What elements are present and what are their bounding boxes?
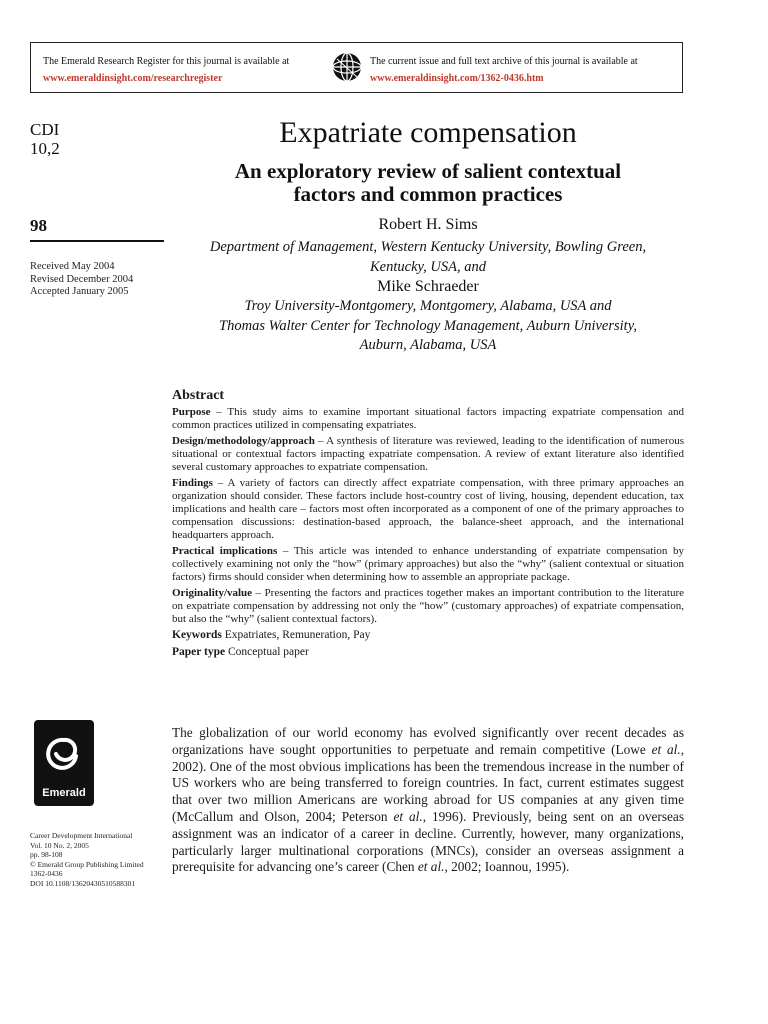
- author-affiliation: [172, 297, 684, 356]
- article-dates: [30, 261, 133, 299]
- logo-text: Emerald: [42, 787, 86, 799]
- abstract-paper-type: [172, 646, 684, 659]
- page-number-rule: [30, 240, 164, 242]
- page-number: 98: [30, 216, 47, 235]
- affiliation-line: Auburn, Alabama, USA: [359, 337, 497, 353]
- et-al-citation: et al.: [651, 741, 681, 757]
- abstract-findings: [172, 477, 684, 542]
- globe-icon: [331, 51, 363, 83]
- body-text-run: The globalization of our world economy has evolved significantly over recent decades as organizations have sought opportunities to perpetuate and remain competitive (Lowe: [172, 725, 684, 757]
- author-name: Mike Schraeder: [377, 278, 479, 295]
- purpose-label: Purpose: [172, 406, 211, 418]
- banner-left-text: The Emerald Research Register for this journal is available at: [43, 56, 290, 67]
- journal-code-block: [30, 120, 60, 158]
- findings-label: Findings: [172, 477, 213, 489]
- accepted-date: Accepted January 2005: [30, 286, 129, 297]
- author-name: Robert H. Sims: [378, 216, 478, 233]
- journal-info: [30, 831, 144, 888]
- author-affiliation: [172, 238, 684, 277]
- affiliation-line: Kentucky, USA, and: [370, 258, 486, 275]
- abstract-purpose: [172, 406, 684, 432]
- design-text: – A synthesis of literature was reviewed, leading to the identification of numerous situational or contextual factors impacting expatriate compensation. A review of extant literature also identified several customary approaches to expatriate compensation.: [172, 435, 684, 473]
- body-text-run: , 2002). One of the most obvious implications has been the tremendous increase in the number of US workers who are being transferred to foreign countries. In fact, current estimates suggest that over two million Americans are working abroad for US companies at any given time (McCallum and Olson, 2004; Peterson: [172, 741, 685, 824]
- findings-text: – A variety of factors can directly affect expatriate compensation, with three primary approaches an organization should consider. These factors include host-country cost of living, housing, dependent education, tax implications and health care – factors most often incorporated as a component of one of the primary approaches to compensation discussions: destination-based approach, the balance-sheet approach, and the international headquarters approach.: [172, 477, 684, 541]
- paper-type-label: Paper type: [172, 646, 226, 658]
- keywords-label: Keywords: [172, 629, 222, 641]
- article-subtitle: [172, 160, 684, 206]
- purpose-text: – This study aims to examine important situational factors impacting expatriate compensation and common practices utilized in compensating expatriates.: [172, 406, 684, 431]
- volume-issue: 10,2: [30, 139, 60, 158]
- originality-text: – Presenting the factors and practices together makes an important contribution to the literature on expatriate compensation by addressing not only the “how” (customary approaches) of expatriate compensation, but also the “why” (salient contextual factors).: [172, 587, 684, 625]
- received-date: Received May 2004: [30, 261, 115, 272]
- paper-type-text: Conceptual paper: [225, 646, 309, 658]
- journal-name: Career Development International: [30, 831, 133, 840]
- abstract-heading: Abstract: [172, 388, 225, 403]
- subtitle-line: An exploratory review of salient contextual: [234, 159, 622, 183]
- banner-left: [43, 53, 289, 87]
- et-al-citation: et al.: [393, 808, 423, 824]
- et-al-citation: et al.: [417, 859, 445, 875]
- subtitle-line: factors and common practices: [293, 182, 563, 206]
- banner-right-text: The current issue and full text archive of this journal is available at: [370, 56, 638, 67]
- body-text-run: , 2002; Ioannou, 1995).: [444, 859, 570, 875]
- abstract-section: [172, 388, 684, 662]
- emerald-logo-icon: [34, 720, 94, 806]
- journal-code: CDI: [30, 120, 60, 139]
- body-text-run: , 1996). Previously, being sent on an overseas assignment was an indicator of a career in decline. Currently, however, many organizations, particularly larger multinational corporations (MNCs), consider an overseas assignment a prerequisite for advancing one’s career (Chen: [172, 808, 685, 875]
- originality-label: Originality/value: [172, 587, 253, 599]
- journal-copyright: © Emerald Group Publishing Limited: [30, 859, 144, 869]
- practical-label: Practical implications: [172, 545, 278, 557]
- affiliation-line: Thomas Walter Center for Technology Management, Auburn University,: [219, 317, 637, 334]
- revised-date: Revised December 2004: [30, 273, 134, 285]
- journal-issn: 1362-0436: [30, 869, 63, 878]
- design-label: Design/methodology/approach: [172, 435, 315, 447]
- journal-doi: DOI 10.1108/13620430510588301: [30, 878, 136, 888]
- abstract-originality: [172, 587, 684, 626]
- journal-pages: pp. 98-108: [30, 850, 63, 859]
- journal-banner: [30, 42, 683, 93]
- article-title: Expatriate compensation: [279, 116, 577, 149]
- journal-archive-link[interactable]: www.emeraldinsight.com/1362-0436.htm: [370, 73, 544, 84]
- banner-right: [370, 53, 638, 87]
- abstract-practical: [172, 545, 684, 584]
- research-register-link[interactable]: www.emeraldinsight.com/researchregister: [43, 73, 223, 84]
- body-paragraph: [172, 725, 684, 876]
- journal-volume: Vol. 10 No. 2, 2005: [30, 840, 89, 850]
- affiliation-line: Troy University-Montgomery, Montgomery, Alabama, USA and: [244, 298, 612, 314]
- practical-text: – This article was intended to enhance understanding of expatriate compensation by collectively examining not only the “how” (primary approaches) but also the “why” (salient contextual or situation factors) firms should consider when determining how to assemble an appropriate package.: [172, 545, 684, 583]
- affiliation-line: Department of Management, Western Kentucky University, Bowling Green,: [209, 239, 647, 255]
- abstract-keywords: [172, 629, 684, 642]
- abstract-design: [172, 435, 684, 474]
- keywords-text: Expatriates, Remuneration, Pay: [221, 629, 371, 641]
